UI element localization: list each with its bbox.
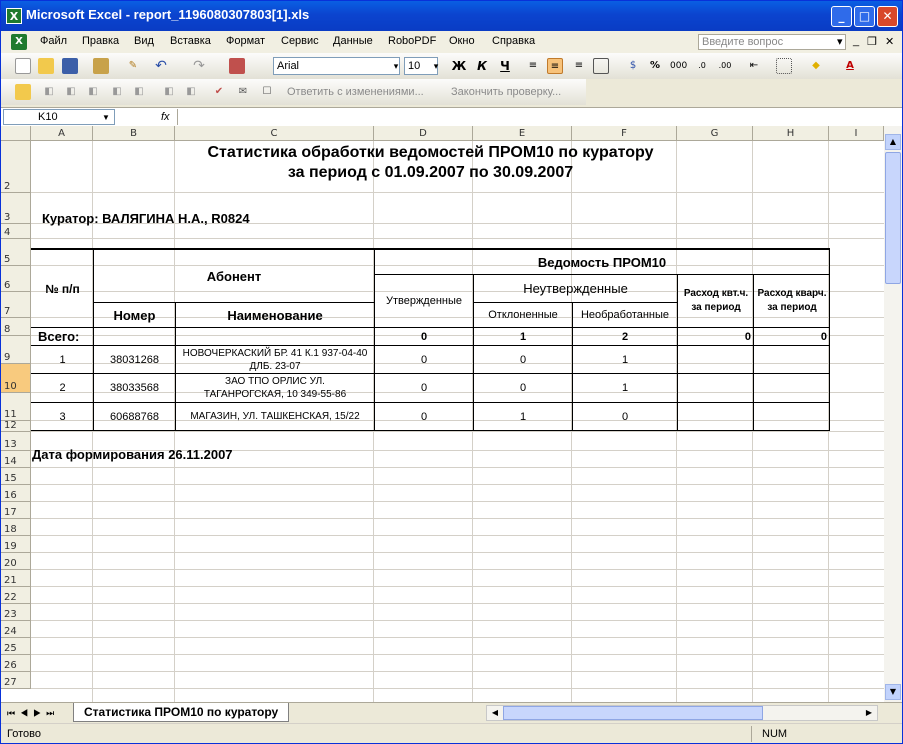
row-header-18[interactable]: 18 bbox=[1, 519, 31, 536]
help-dropdown-icon[interactable]: ▾ bbox=[837, 36, 843, 48]
header-otkl: Отклоненные bbox=[488, 309, 558, 321]
row-header-26[interactable]: 26 bbox=[1, 655, 31, 672]
row-header-10[interactable]: 10 bbox=[1, 364, 31, 393]
row2-name: ЗАО ТПО ОРЛИС УЛ. ТАГАНРОГСКАЯ, 10 349-55-86 bbox=[203, 376, 347, 400]
gridline-row bbox=[31, 620, 884, 621]
row2-neobr: 1 bbox=[621, 382, 629, 394]
row1-name: НОВОЧЕРКАСКИЙ БР. 41 К.1 937-04-40 ДЛБ. 23-07 bbox=[182, 347, 368, 372]
report-title-line2: за период с 01.09.2007 по 30.09.2007 bbox=[287, 164, 574, 181]
review-comment-icon[interactable]: ◧ bbox=[44, 86, 54, 97]
menu-view[interactable]: Вид bbox=[134, 35, 154, 47]
format-painter-icon[interactable]: ✎ bbox=[128, 60, 138, 71]
menu-insert[interactable]: Вставка bbox=[170, 35, 211, 47]
align-right-icon[interactable]: ≡ bbox=[574, 60, 584, 71]
font-size-select[interactable]: 10 bbox=[404, 57, 438, 75]
row-header-5[interactable]: 5 bbox=[1, 239, 31, 266]
italic-button[interactable]: К bbox=[477, 59, 487, 73]
header-name: Наименование bbox=[227, 307, 323, 323]
tab-nav-arrows-icon[interactable]: ⏮◀▶⏭ bbox=[7, 707, 60, 718]
total-kvarch: 0 bbox=[820, 330, 827, 343]
gridline-row bbox=[31, 238, 884, 239]
column-header-D[interactable]: D bbox=[374, 126, 473, 141]
fill-color-icon[interactable]: ◆ bbox=[812, 60, 820, 71]
row2-otkl: 0 bbox=[519, 382, 527, 394]
gridline-row bbox=[31, 484, 884, 485]
size-dropdown-icon[interactable]: ▾ bbox=[433, 62, 439, 72]
row2-num: 2 bbox=[59, 382, 66, 394]
scroll-thumb[interactable] bbox=[885, 152, 901, 284]
review-next-icon[interactable]: ◧ bbox=[88, 86, 98, 97]
save-icon[interactable] bbox=[62, 58, 78, 74]
header-vedomost: Ведомость ПРОМ10 bbox=[537, 254, 667, 270]
reply-with-changes-button[interactable]: Ответить с изменениями... bbox=[287, 86, 424, 98]
end-review-button[interactable]: Закончить проверку... bbox=[451, 86, 562, 98]
worksheet-grid[interactable] bbox=[1, 126, 884, 702]
row2-utv: 0 bbox=[420, 382, 428, 394]
sheet-tab-active[interactable]: Статистика ПРОМ10 по куратору bbox=[73, 703, 289, 722]
report-title-line1: Статистика обработки ведомостей ПРОМ10 по куратору bbox=[207, 144, 654, 161]
increase-decimal-icon[interactable]: .0 bbox=[698, 61, 706, 70]
percent-button[interactable]: % bbox=[649, 60, 661, 71]
menu-robopdf[interactable]: RoboPDF bbox=[388, 35, 437, 47]
row-header-23[interactable]: 23 bbox=[1, 604, 31, 621]
gridline-row bbox=[31, 192, 884, 193]
gridline-row bbox=[31, 467, 884, 468]
paste-icon[interactable] bbox=[93, 58, 109, 74]
title-bar bbox=[1, 1, 902, 31]
table-vline-right bbox=[829, 248, 830, 431]
gridline-row bbox=[31, 431, 884, 432]
font-name-select[interactable]: Arial bbox=[273, 57, 400, 75]
sheet-tab-bar bbox=[1, 702, 902, 723]
open-icon[interactable] bbox=[38, 58, 54, 74]
align-left-icon[interactable]: ≡ bbox=[528, 60, 538, 71]
align-center-icon[interactable]: ≡ bbox=[547, 58, 563, 74]
row3-neobr: 0 bbox=[621, 410, 629, 423]
row-header-16[interactable]: 16 bbox=[1, 485, 31, 502]
menu-bar bbox=[1, 31, 902, 53]
menu-window[interactable]: Окно bbox=[449, 35, 475, 47]
gridline-row bbox=[31, 518, 884, 519]
font-dropdown-icon[interactable]: ▾ bbox=[393, 62, 399, 72]
gridline-row bbox=[31, 688, 884, 689]
menu-format[interactable]: Формат bbox=[226, 35, 266, 47]
row-header-3[interactable]: 3 bbox=[1, 193, 31, 224]
indent-icon[interactable]: ⇤ bbox=[749, 60, 759, 71]
thousands-button[interactable]: 000 bbox=[670, 61, 688, 71]
status-ready: Готово bbox=[7, 728, 41, 740]
total-label: Всего: bbox=[38, 329, 80, 344]
hscroll-thumb[interactable] bbox=[503, 706, 763, 720]
formula-bar bbox=[1, 107, 902, 126]
menu-help[interactable]: Справка bbox=[492, 35, 536, 47]
review-accept-icon[interactable]: ☐ bbox=[262, 86, 272, 97]
total-neobr: 2 bbox=[621, 330, 629, 343]
table-border-bottom bbox=[31, 430, 830, 431]
header-neobr: Необработанные bbox=[580, 309, 670, 321]
review-prev-icon[interactable]: ◧ bbox=[66, 86, 76, 97]
standard-toolbar bbox=[1, 53, 902, 79]
status-bar bbox=[1, 723, 902, 743]
row-header-8[interactable]: 8 bbox=[1, 318, 31, 336]
header-rashod-kvarch: Расход кварч. за период bbox=[757, 288, 827, 313]
total-otkl: 1 bbox=[519, 330, 527, 343]
row-header-4[interactable]: 4 bbox=[1, 224, 31, 239]
formula-input[interactable] bbox=[177, 109, 897, 125]
minimize-button[interactable]: _ bbox=[831, 6, 852, 27]
underline-button[interactable]: Ч bbox=[500, 59, 510, 73]
font-color-icon[interactable]: A bbox=[846, 60, 854, 71]
row-header-25[interactable]: 25 bbox=[1, 638, 31, 655]
table-vline-g bbox=[677, 274, 678, 431]
help-search-input[interactable]: Введите вопрос bbox=[698, 34, 846, 50]
undo-icon[interactable]: ↶ bbox=[155, 58, 167, 74]
doc-restore-button[interactable]: ❐ bbox=[867, 36, 877, 48]
header-nomer: Номер bbox=[113, 307, 156, 323]
header-neutv: Неутвержденные bbox=[523, 281, 628, 296]
row3-otkl: 1 bbox=[519, 410, 527, 423]
hscroll-left-icon[interactable]: ◀ bbox=[491, 708, 499, 717]
column-header-I[interactable]: I bbox=[829, 126, 884, 141]
header-num: № п/п bbox=[45, 281, 80, 296]
review-ink2-icon[interactable]: ◧ bbox=[186, 86, 196, 97]
scroll-up-icon[interactable]: ▲ bbox=[885, 134, 901, 150]
row-header-22[interactable]: 22 bbox=[1, 587, 31, 604]
column-header-B[interactable]: B bbox=[93, 126, 175, 141]
menu-tools[interactable]: Сервис bbox=[281, 35, 319, 47]
doc-minimize-button[interactable]: _ bbox=[853, 35, 860, 47]
row2-nomer: 38033568 bbox=[110, 382, 159, 394]
row1-num: 1 bbox=[59, 353, 66, 366]
row-header-20[interactable]: 20 bbox=[1, 553, 31, 570]
date-generated-label: Дата формирования 26.11.2007 bbox=[32, 446, 233, 462]
header-utv: Утвержденные bbox=[385, 295, 463, 307]
window-title: Microsoft Excel - report_1196080307803[1].xls bbox=[26, 7, 310, 22]
reviewing-toolbar bbox=[1, 79, 586, 105]
currency-icon[interactable]: $ bbox=[629, 60, 637, 71]
row3-name: МАГАЗИН, УЛ. ТАШКЕНСКАЯ, 15/22 bbox=[190, 411, 360, 422]
review-track-icon[interactable]: ✔ bbox=[214, 86, 224, 97]
borders-icon[interactable] bbox=[776, 58, 792, 74]
row1-neobr: 1 bbox=[621, 353, 629, 366]
gridline-row bbox=[31, 586, 884, 587]
total-kvt: 0 bbox=[744, 330, 751, 343]
hscroll-right-icon[interactable]: ▶ bbox=[865, 708, 873, 717]
row-header-27[interactable]: 27 bbox=[1, 672, 31, 689]
bold-button[interactable]: Ж bbox=[451, 59, 467, 73]
doc-close-button[interactable]: ✕ bbox=[885, 36, 895, 48]
gridline-row bbox=[31, 654, 884, 655]
row-header-19[interactable]: 19 bbox=[1, 536, 31, 553]
row3-utv: 0 bbox=[420, 410, 428, 423]
column-header-C[interactable]: C bbox=[175, 126, 374, 141]
header-rashod-kvt: Расход квт.ч. за период bbox=[683, 288, 749, 313]
menu-file[interactable]: Файл bbox=[40, 35, 68, 47]
column-header-F[interactable]: F bbox=[572, 126, 677, 141]
gridline-row bbox=[31, 671, 884, 672]
review-folder-icon[interactable] bbox=[15, 84, 31, 100]
gridline-row bbox=[31, 535, 884, 536]
review-ink-icon[interactable]: ◧ bbox=[164, 86, 174, 97]
row-header-24[interactable]: 24 bbox=[1, 621, 31, 638]
gridline-row bbox=[31, 501, 884, 502]
row3-num: 3 bbox=[59, 410, 66, 423]
vertical-scrollbar[interactable] bbox=[884, 126, 902, 702]
column-header-A[interactable]: A bbox=[31, 126, 93, 141]
new-icon[interactable] bbox=[15, 58, 31, 74]
menu-data[interactable]: Данные bbox=[333, 35, 373, 47]
row-header-17[interactable]: 17 bbox=[1, 502, 31, 519]
row1-utv: 0 bbox=[420, 353, 428, 366]
fx-icon[interactable]: fx bbox=[161, 111, 170, 123]
decrease-decimal-icon[interactable]: .00 bbox=[718, 61, 732, 70]
gridline-row bbox=[31, 603, 884, 604]
table-vline-h bbox=[753, 274, 754, 431]
horizontal-scrollbar[interactable] bbox=[486, 705, 878, 721]
status-num: NUM bbox=[751, 726, 801, 742]
header-abonent: Абонент bbox=[206, 268, 262, 284]
row-header-6[interactable]: 6 bbox=[1, 266, 31, 292]
row1-nomer: 38031268 bbox=[110, 353, 159, 366]
row-header-9[interactable]: 9 bbox=[1, 336, 31, 364]
gridline-row bbox=[31, 552, 884, 553]
row-header-2[interactable]: 2 bbox=[1, 141, 31, 193]
gridline-row bbox=[31, 569, 884, 570]
row-header-13[interactable]: 13 bbox=[1, 432, 31, 451]
column-header-G[interactable]: G bbox=[677, 126, 753, 141]
select-all-corner[interactable] bbox=[1, 126, 31, 141]
namebox-dropdown-icon[interactable]: ▼ bbox=[102, 112, 110, 122]
menu-edit[interactable]: Правка bbox=[82, 35, 120, 47]
review-show-icon[interactable]: ◧ bbox=[112, 86, 122, 97]
chart-wizard-icon[interactable] bbox=[229, 58, 245, 74]
column-header-H[interactable]: H bbox=[753, 126, 829, 141]
row-header-11[interactable]: 11 bbox=[1, 393, 31, 421]
workbook-icon[interactable]: X bbox=[11, 34, 27, 50]
close-button[interactable]: ✕ bbox=[877, 6, 898, 27]
redo-icon[interactable]: ↷ bbox=[193, 58, 205, 74]
row-header-12[interactable]: 12 bbox=[1, 421, 31, 432]
row3-nomer: 60688768 bbox=[110, 410, 159, 423]
excel-app-icon: X bbox=[6, 8, 22, 24]
curator-label: Куратор: ВАЛЯГИНА Н.А., R0824 bbox=[42, 210, 250, 226]
row-header-21[interactable]: 21 bbox=[1, 570, 31, 587]
maximize-button[interactable]: □ bbox=[854, 6, 875, 27]
row-header-14[interactable]: 14 bbox=[1, 451, 31, 468]
column-header-E[interactable]: E bbox=[473, 126, 572, 141]
name-box[interactable]: K10 bbox=[3, 109, 115, 125]
row1-otkl: 0 bbox=[519, 353, 527, 366]
row-header-7[interactable]: 7 bbox=[1, 292, 31, 318]
row-header-15[interactable]: 15 bbox=[1, 468, 31, 485]
review-send-icon[interactable]: ✉ bbox=[238, 86, 248, 97]
gridline-row bbox=[31, 637, 884, 638]
merge-center-icon[interactable] bbox=[593, 58, 609, 74]
total-utv: 0 bbox=[420, 330, 428, 343]
review-delete-icon[interactable]: ◧ bbox=[134, 86, 144, 97]
scroll-down-icon[interactable]: ▼ bbox=[885, 684, 901, 700]
